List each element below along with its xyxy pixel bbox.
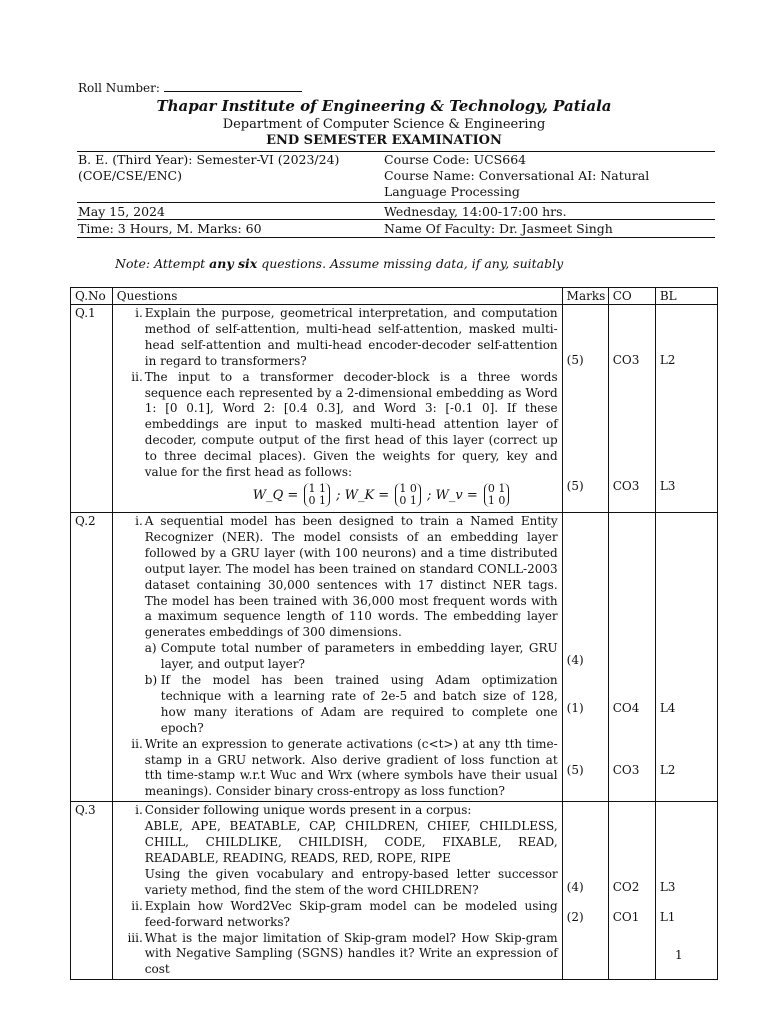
weight-matrices: W_Q = 1 1 0 1 ; W_K = 1 0 0 1 ; W_v = 0 1 1 0 (117, 481, 558, 511)
question-text (112, 802, 562, 980)
exam-title: END SEMESTER EXAMINATION (266, 133, 502, 148)
bl-cell: L3 L1 (655, 802, 717, 980)
question-part: i. A sequential model has been designed to train a Named Entity Recognizer (NER). The model consists of an embedding layer followed by a GRU layer (with 100 neurons) and a time distributed output layer. The model has been trained on standard CONLL-2003 dataset containing 30,000 sentences with 17 distinct NER tags. The model has been trained with 36,000 most frequent words with a maximum sequence length of 110 words. The embedding layer generates embeddings of 300 dimensions. (135, 513, 558, 640)
matrix-wq: 1 1 0 1 (304, 483, 330, 507)
roll-number-label: Roll Number: (78, 81, 164, 95)
question-part: ii. Explain how Word2Vec Skip-gram model can be modeled using feed-forward networks? (131, 898, 558, 929)
question-subpart: b) If the model has been trained using Adam optimization technique with a learning rate of 2e-5 and batch size of 128, how many iterations of Adam are required to complete one epoch? (144, 673, 558, 735)
question-part: i. Consider following unique words present in a corpus: (135, 803, 472, 818)
question-part: iii. What is the major limitation of Skip-gram model? How Skip-gram with Negative Sampling (SGNS) handles it? Write an expression of cost (127, 930, 558, 977)
course-code: Course Code: UCS664 (384, 152, 527, 167)
department-name: Department of Computer Science & Engineering (222, 117, 546, 132)
exam-day-time: Wednesday, 14:00-17:00 hrs. (384, 204, 567, 219)
matrix-wv: 0 1 1 0 (484, 483, 510, 507)
roll-number-blank (164, 81, 302, 92)
vocabulary-words: ABLE, APE, BEATABLE, CAP, CHILDREN, CHIEF, CHILDLESS, CHILL, CHILDLIKE, CHILDISH, CODE, FIXABLE, READ, READABLE, READING, READS, RED, ROPE, RIPE (144, 819, 558, 865)
questions-table (70, 287, 718, 980)
faculty-name: Name Of Faculty: Dr. Jasmeet Singh (384, 221, 613, 236)
exam-note: Note: Attempt any six questions. Assume missing data, if any, suitably (115, 256, 564, 271)
divider (77, 219, 715, 220)
question-part: i. Explain the purpose, geometrical interpretation, and computation method of self-attention, multi-head self-attention, masked multi-head self-attention and multi-head encoder-decoder self-attention in regard to transformers? (135, 306, 558, 368)
bl-cell: L2 L3 (655, 305, 717, 513)
question-text (112, 512, 562, 801)
course-name: Course Name: Conversational AI: Natural Language Processing (384, 168, 650, 199)
divider (77, 202, 715, 203)
header-marks: Marks (562, 288, 608, 305)
note-emphasis: any six (209, 256, 258, 271)
header-bl: BL (655, 288, 717, 305)
branches: (COE/CSE/ENC) (78, 168, 182, 183)
divider (77, 237, 715, 238)
co-cell: CO2 CO1 (608, 802, 655, 980)
question-number: Q.1 (71, 305, 113, 513)
marks-cell: (4) (2) (562, 802, 608, 980)
question-text (112, 305, 562, 513)
co-cell: CO3 CO3 (608, 305, 655, 513)
header-co: CO (608, 288, 655, 305)
header-qno: Q.No (71, 288, 113, 305)
marks-cell: (4) (1) (5) (562, 512, 608, 801)
question-subpart: a) Compute total number of parameters in embedding layer, GRU layer, and output layer? (144, 641, 558, 672)
question-part: ii. The input to a transformer decoder-block is a three words sequence each represented by a 2-dimensional embedding as Word 1: [0 0.1], Word 2: [0.4 0.3], and Word 3: [-0.1 0]. If these embeddings are input to masked multi-head attention layer of decoder, compute output of the first head of this layer (correct up to three decimal places). Given the weights for query, key and value for the first head as follows: (131, 369, 558, 480)
co-cell: CO4 CO3 (608, 512, 655, 801)
question-part: ii. Write an expression to generate activations (c<t>) at any tth time-stamp in a GRU network. Also derive gradient of loss function at tth time-stamp w.r.t Wuc and Wrx (where symbols have their usual meanings). Consider binary cross-entropy as loss function? (131, 736, 558, 799)
table-row (71, 802, 718, 980)
table-row (71, 305, 718, 513)
question-part-continued: Using the given vocabulary and entropy-based letter successor variety method, find the stem of the word CHILDREN? (144, 866, 558, 897)
institute-name: Thapar Institute of Engineering & Technology, Patiala (156, 97, 612, 115)
page-number: 1 (675, 948, 683, 962)
question-number: Q.2 (71, 512, 113, 801)
program: B. E. (Third Year): Semester-VI (2023/24) (78, 152, 340, 167)
time-marks: Time: 3 Hours, M. Marks: 60 (78, 221, 262, 236)
roll-number (78, 81, 302, 95)
table-row (71, 512, 718, 801)
marks-cell: (5) (5) (562, 305, 608, 513)
table-header-row (71, 288, 718, 305)
matrix-wk: 1 0 0 1 (395, 483, 421, 507)
exam-date: May 15, 2024 (78, 204, 165, 219)
header-questions: Questions (112, 288, 562, 305)
question-number: Q.3 (71, 802, 113, 980)
bl-cell: L4 L2 (655, 512, 717, 801)
